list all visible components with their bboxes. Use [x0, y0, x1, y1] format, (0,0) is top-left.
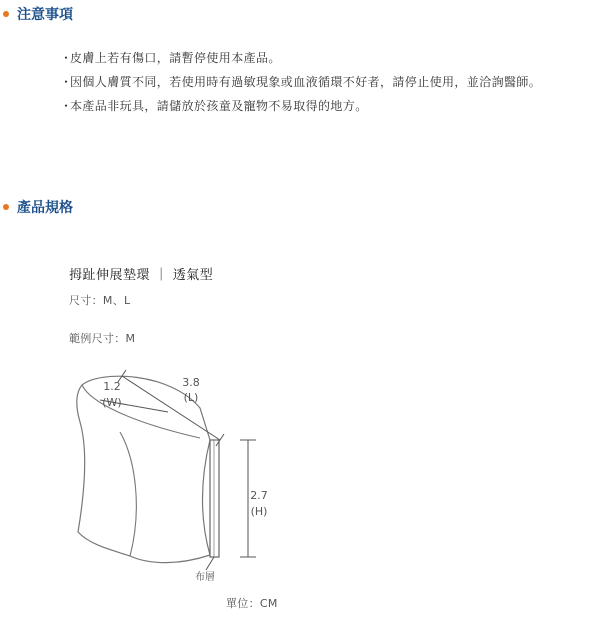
toe-ring-illustration	[60, 360, 320, 590]
notes-list	[60, 49, 580, 121]
orange-bullet-icon	[3, 11, 9, 17]
length-value: 3.8	[182, 376, 200, 389]
height-value: 2.7	[250, 489, 268, 502]
example-size-line: 範例尺寸：M	[69, 332, 136, 345]
note-text: 本產品非玩具，請儲放於孩童及寵物不易取得的地方。	[70, 99, 368, 113]
unit-line: 單位：CM	[226, 597, 278, 610]
spec-heading-text: 產品規格	[17, 200, 73, 216]
note-item-3	[60, 97, 580, 116]
orange-bullet-icon	[3, 204, 9, 210]
product-title: 拇趾伸展墊環 ｜ 透氣型	[69, 268, 214, 283]
notes-heading	[0, 4, 73, 24]
width-label: (W)	[102, 396, 122, 409]
fabric-layer-strip	[210, 440, 219, 557]
note-mark: ・	[60, 75, 73, 89]
note-text: 因個人膚質不同，若使用時有過敏現象或血液循環不好者，請停止使用，並洽詢醫師。	[70, 75, 542, 89]
height-label: (H)	[250, 505, 268, 518]
width-value: 1.2	[103, 380, 121, 393]
note-mark: ・	[60, 99, 73, 113]
note-mark: ・	[60, 51, 73, 65]
length-label: (L)	[183, 391, 199, 404]
note-item-2	[60, 73, 580, 92]
spec-heading	[0, 197, 73, 217]
ring-body-shape	[77, 376, 210, 562]
note-item-1	[60, 49, 580, 68]
fabric-label: 布層	[195, 572, 215, 583]
note-text: 皮膚上若有傷口，請暫停使用本產品。	[70, 51, 281, 65]
notes-heading-text: 注意事項	[17, 7, 73, 23]
size-line: 尺寸：M、L	[69, 294, 131, 307]
fabric-pointer-line	[206, 557, 214, 570]
product-dimension-diagram	[60, 360, 320, 590]
